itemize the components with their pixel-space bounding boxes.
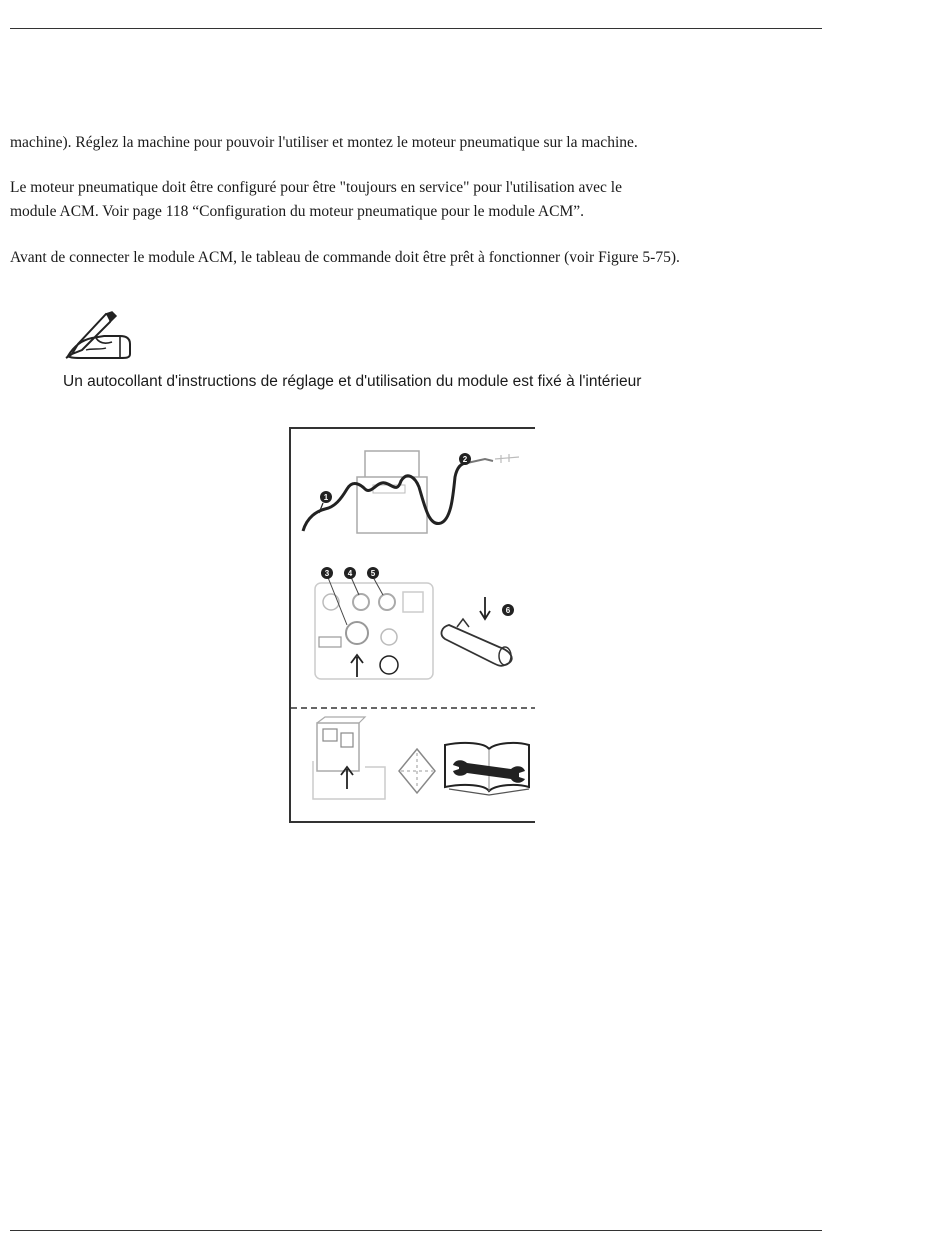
- callout-5-label: 5: [370, 569, 376, 578]
- note-text: Un autocollant d'instructions de réglage et d'utilisation du module est fixé à l'intérieur: [63, 373, 642, 390]
- callout-6: [502, 604, 514, 616]
- callout-1-label: 1: [323, 493, 329, 502]
- instruction-sticker-figure: [289, 427, 535, 823]
- callout-3: [321, 567, 333, 579]
- control-panel-icon: [315, 575, 433, 679]
- manual-wrench-icon: [445, 743, 529, 795]
- diamond-warning-icon: [399, 749, 435, 793]
- paragraph-control-panel: Avant de connecter le module ACM, le tableau de commande doit être prêt à fonctionner (voir Figure 5-75).: [10, 249, 680, 266]
- callout-4-label: 4: [347, 569, 353, 578]
- module-icon: [313, 717, 385, 799]
- paragraph-motor-config-line2: module ACM. Voir page 118 “Configuration du moteur pneumatique pour le module ACM”.: [10, 203, 584, 220]
- callout-3-label: 3: [324, 569, 330, 578]
- writing-hand-icon: [60, 310, 132, 362]
- top-rule: [10, 28, 822, 29]
- air-hose-icon: [303, 451, 519, 533]
- bottom-rule: [10, 1230, 822, 1231]
- paragraph-machine-setup: machine). Réglez la machine pour pouvoir l'utiliser et montez le moteur pneumatique sur la machine.: [10, 134, 638, 151]
- callout-6-label: 6: [505, 606, 511, 615]
- callout-2: [459, 453, 471, 465]
- callout-5: [367, 567, 379, 579]
- pneumatic-motor-icon: [442, 597, 512, 666]
- paragraph-motor-config-line1: Le moteur pneumatique doit être configuré pour être "toujours en service" pour l'utilisation avec le: [10, 179, 622, 196]
- paragraph-motor-config: [10, 176, 622, 224]
- callout-2-label: 2: [462, 455, 468, 464]
- callout-4: [344, 567, 356, 579]
